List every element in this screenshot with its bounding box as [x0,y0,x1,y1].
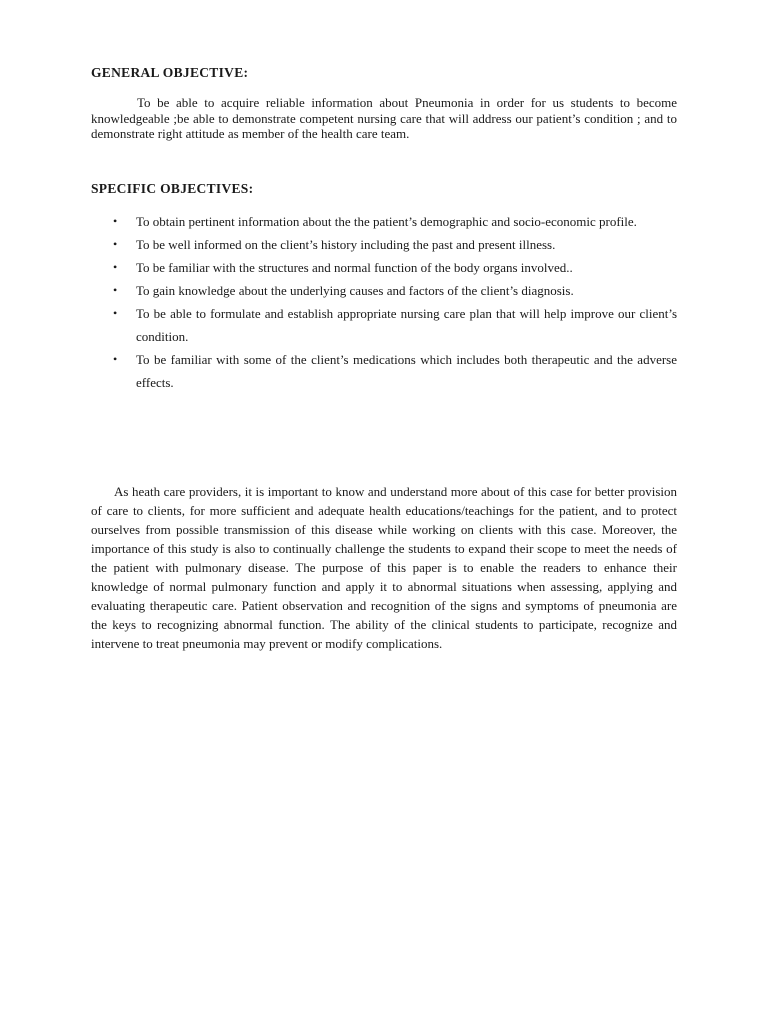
bullet-icon: • [113,306,118,320]
objective-item [91,233,677,256]
bullet-icon: • [113,214,118,228]
specific-objectives-heading: SPECIFIC OBJECTIVES: [91,181,254,196]
objective-text: To be able to formulate and establish appropriate nursing care plan that will help improve our client’s condition. [136,306,677,344]
objective-text: To be familiar with some of the client’s medications which includes both therapeutic and the adverse effects. [136,352,677,390]
bullet-icon: • [113,260,118,274]
bullet-icon: • [113,352,118,366]
objective-item [91,256,677,279]
objective-item [91,279,677,302]
general-objective-heading: GENERAL OBJECTIVE: [91,65,249,80]
objective-text: To gain knowledge about the underlying causes and factors of the client’s diagnosis. [136,283,574,298]
specific-objectives-list [91,210,677,394]
objective-text: To be familiar with the structures and normal function of the body organs involved.. [136,260,573,275]
objective-text: To obtain pertinent information about the the patient’s demographic and socio-economic profile. [136,214,637,229]
objective-item [91,348,677,394]
general-objective-paragraph: To be able to acquire reliable information about Pneumonia in order for us students to become knowledgeable ;be able to demonstrate competent nursing care that will address our patient’s condition ; and to demonstrate right attitude as member of the health care team. [91,95,677,141]
bullet-icon: • [113,237,118,251]
bullet-icon: • [113,283,118,297]
closing-paragraph: As heath care providers, it is important to know and understand more about of this case for better provision of care to clients, for more sufficient and adequate health educations/teachings for the patient, and to protect ourselves from possible transmission of this disease while working on clients with this case. Moreover, the importance of this study is also to continually challenge the students to expand their scope to meet the needs of the patient with pulmonary disease. The purpose of this paper is to enable the readers to enhance their knowledge of normal pulmonary function and apply it to abnormal situations when assessing, applying and evaluating therapeutic care. Patient observation and recognition of the signs and symptoms of pneumonia are the keys to recognizing abnormal function. The ability of the clinical students to participate, recognize and intervene to treat pneumonia may prevent or modify complications. [91,484,677,651]
objective-item [91,302,677,348]
objective-item [91,210,677,233]
objective-text: To be well informed on the client’s history including the past and present illness. [136,237,556,252]
